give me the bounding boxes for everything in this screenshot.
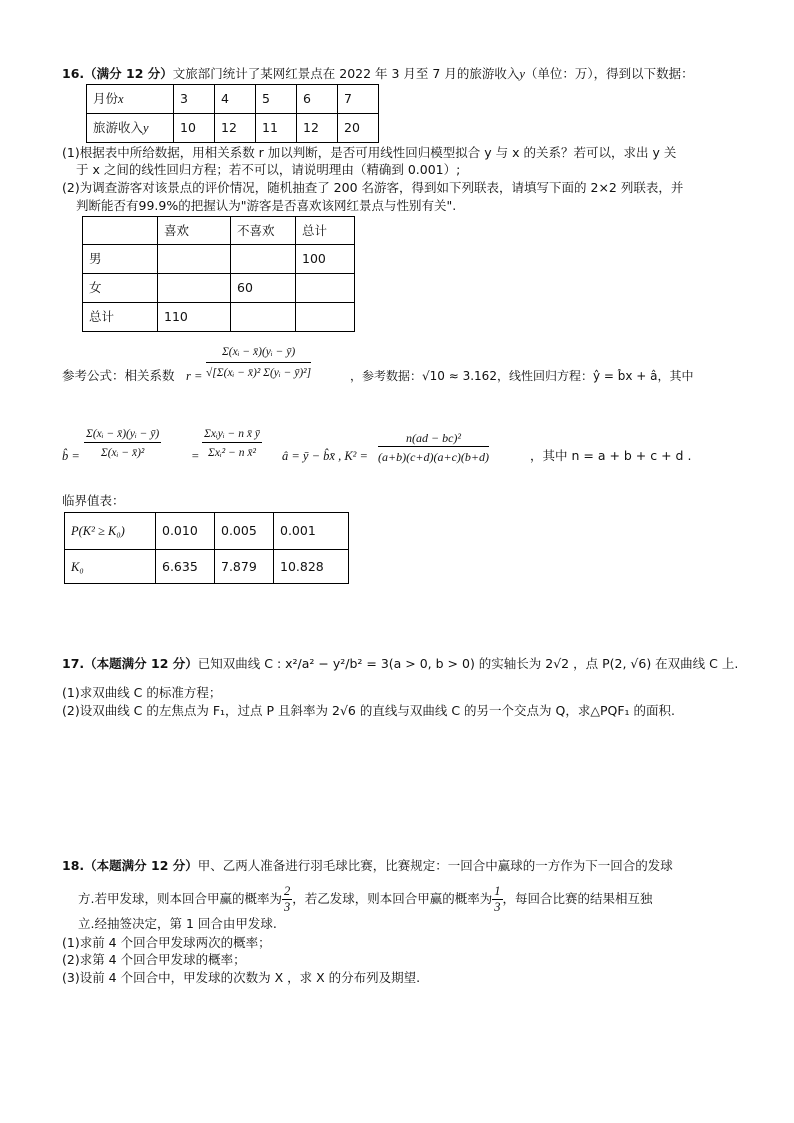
q18-line2a: 方.若甲发球，则本回合甲赢的概率为	[78, 891, 282, 906]
q17-part1: (1)求双曲线 C 的标准方程；	[62, 685, 222, 700]
cv-cell: 10.828	[274, 550, 349, 584]
ct-cell: 100	[296, 245, 355, 274]
b-numerator-2: Σxᵢyᵢ − n x̄ ȳ	[202, 427, 262, 443]
q18-line3: 立.经抽签决定，第 1 回合由甲发球.	[78, 916, 277, 931]
k2-fraction	[378, 431, 489, 465]
q17-number: 17.	[62, 656, 85, 671]
k2-numerator: n(ad − bc)²	[378, 431, 489, 447]
income-cell: 12	[297, 114, 338, 143]
ct-header: 总计	[296, 217, 355, 245]
income-cell: 10	[174, 114, 215, 143]
q16-intro-var: y	[519, 67, 525, 81]
q18-line1: 甲、乙两人准备进行羽毛球比赛，比赛规定：一回合中赢球的一方作为下一回合的发球	[197, 858, 673, 873]
q16-part2-line2: 判断能否有99.9%的把握认为"游客是否喜欢该网红景点与性别有关".	[76, 198, 457, 213]
q18-stem-line1	[62, 858, 673, 874]
cv-cell: 0.001	[274, 513, 349, 550]
b-denominator-1: Σ(xᵢ − x̄)²	[100, 447, 145, 459]
month-cell: 7	[338, 85, 379, 114]
r-fraction	[206, 343, 311, 381]
ct-header: 不喜欢	[231, 217, 296, 245]
cv-cell: 7.879	[215, 550, 274, 584]
month-row-label: 月份x	[87, 85, 174, 114]
q18-part2: (2)求第 4 个回合甲发球的概率；	[62, 952, 246, 967]
q16-part1-line2: 于 x 之间的线性回归方程；若不可以，请说明理由（精确到 0.001）;	[76, 162, 461, 177]
b-numerator-1: Σ(xᵢ − x̄)(yᵢ − ȳ)	[84, 427, 161, 443]
q16-intro-tail: （单位：万），得到以下数据：	[524, 66, 694, 81]
b-hat-label: b̂ =	[62, 449, 80, 463]
b-denominator-2: Σxᵢ² − n x̄²	[208, 447, 256, 459]
b-fraction-2	[202, 427, 262, 461]
ct-cell: 60	[231, 274, 296, 303]
q18-line2b: ，若乙发球，则本回合甲赢的概率为	[292, 891, 493, 906]
ref-r: r =	[186, 369, 203, 383]
a-hat-and-k2: â = ȳ − b̂x̄ , K² =	[282, 449, 368, 463]
q16-part2-line1: (2)为调查游客对该景点的评价情况，随机抽查了 200 名游客，得到如下列联表，请填写下面的 2×2 列联表，并	[62, 180, 684, 195]
q17-stem	[62, 656, 738, 672]
cv-cell: 0.010	[156, 513, 215, 550]
ct-cell	[231, 303, 296, 332]
q16-intro: 文旅部门统计了某网红景点在 2022 年 3 月至 7 月的旅游收入	[172, 66, 520, 81]
ct-cell	[158, 274, 231, 303]
critical-value-label: 临界值表：	[62, 493, 125, 508]
q18-part3: (3)设前 4 个回合中，甲发球的次数为 X ，求 X 的分布列及期望.	[62, 970, 421, 985]
q16-stem	[62, 66, 694, 82]
q16-part1-line1: (1)根据表中所给数据，用相关系数 r 加以判断，是否可用线性回归模型拟合 y 与 x 的关系？若可以，求出 y 关	[62, 145, 677, 160]
month-cell: 5	[256, 85, 297, 114]
b-fraction-1	[84, 427, 161, 461]
q18-score: （本题满分 12 分）	[84, 858, 198, 873]
b-equals: =	[191, 449, 200, 463]
ref-data: ，参考数据：√10 ≈ 3.162，线性回归方程：ŷ = b̂x + â，其中	[350, 369, 694, 383]
month-cell: 3	[174, 85, 215, 114]
q17-stem-text: 已知双曲线 C : x²/a² − y²/b² = 3(a > 0, b > 0) 的实轴长为 2√2 ，点 P(2, √6) 在双曲线 C 上.	[197, 656, 739, 671]
q18-line2c: ，每回合比赛的结果相互独	[502, 891, 653, 906]
ct-header: 喜欢	[158, 217, 231, 245]
ct-cell	[296, 274, 355, 303]
k2-denominator: (a+b)(c+d)(a+c)(b+d)	[378, 450, 490, 464]
r-denominator: √[Σ(xᵢ − x̄)² Σ(yᵢ − ȳ)²]	[206, 367, 312, 379]
ct-cell: 110	[158, 303, 231, 332]
q16-score: （满分 12 分）	[84, 66, 173, 81]
q16-contingency-table	[82, 216, 355, 332]
q16-data-table	[86, 84, 379, 143]
income-cell: 12	[215, 114, 256, 143]
income-row-label: 旅游收入y	[87, 114, 174, 143]
ct-cell: 男	[83, 245, 158, 274]
ct-cell	[231, 245, 296, 274]
q17-score: （本题满分 12 分）	[84, 656, 198, 671]
cv-row2-label: K₀	[65, 550, 156, 584]
income-cell: 11	[256, 114, 297, 143]
q18-part1: (1)求前 4 个回合甲发球两次的概率；	[62, 935, 271, 950]
n-definition: ，其中 n = a + b + c + d .	[530, 448, 692, 463]
ct-header	[83, 217, 158, 245]
ct-cell	[296, 303, 355, 332]
ct-cell: 女	[83, 274, 158, 303]
q18-number: 18.	[62, 858, 85, 873]
cv-cell: 6.635	[156, 550, 215, 584]
prob-two-thirds: $\frac{2}{3}$	[283, 884, 291, 914]
cv-cell: 0.005	[215, 513, 274, 550]
ref-label: 参考公式：相关系数	[62, 368, 175, 383]
q17-part2: (2)设双曲线 C 的左焦点为 F₁，过点 P 且斜率为 2√6 的直线与双曲线 C 的另一个交点为 Q，求△PQF₁ 的面积.	[62, 703, 675, 718]
q16-number: 16.	[62, 66, 85, 81]
ct-cell	[158, 245, 231, 274]
ct-cell: 总计	[83, 303, 158, 332]
income-cell: 20	[338, 114, 379, 143]
q18-stem-line2	[78, 884, 653, 915]
prob-one-third: $\frac{1}{3}$	[494, 884, 501, 914]
month-cell: 6	[297, 85, 338, 114]
r-numerator: Σ(xᵢ − x̄)(yᵢ − ȳ)	[206, 343, 311, 363]
month-cell: 4	[215, 85, 256, 114]
cv-row1-label: P(K² ≥ K₀)	[65, 513, 156, 550]
critical-value-table	[64, 512, 349, 584]
